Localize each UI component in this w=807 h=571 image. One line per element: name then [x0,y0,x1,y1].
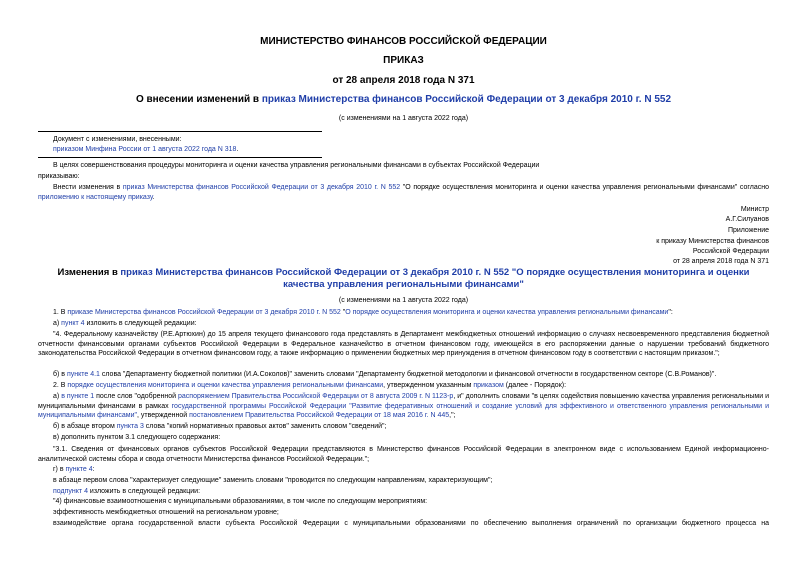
changes-revision: (с изменениями на 1 августа 2022 года) [338,297,469,304]
appendix-line3: Российской Федерации [692,248,769,255]
item-2g-link[interactable]: пункте 4 [65,466,93,473]
item-1-link2[interactable]: О порядке осуществления мониторинга и оценки качества управления региональными финансами [345,309,669,316]
item-2a-link1[interactable]: в пункте 1 [61,393,95,400]
appendix-line1: Приложение [727,227,769,234]
interaction-line: взаимодействие органа государственной власти субъекта Российской Федерации с муниципальными образованиями по обеспечению выполнения ограничений по организации бюджетного процесса на [53,520,769,527]
changes-title-link[interactable]: приказ Министерства финансов Российской Федерации от 3 декабря 2010 г. N 552 "О порядке осуществления мониторинга и оценки качества управления региональными финансами" [120,267,750,290]
quote-item-3-1: "3.1. Сведения от финансовых органов субъектов Российской Федерации представляются в Министерство финансов Российской Федерации в электронном виде с использованием Единой информационно-аналитической системы сбора и свода отчетности Министерства финансов Российской Федерации."; [38,446,769,463]
item-2b: б) в абзаце втором пункта 3 слова "копий нормативных правовых актов" заменить словом "сведений"; [53,423,387,430]
item-1-link1[interactable]: приказе Министерства финансов Российской Федерации от 3 декабря 2010 г. N 552 [67,309,341,316]
item-2b-link[interactable]: пункта 3 [116,423,144,430]
preamble-line2: приказываю: [38,173,80,180]
changes-line: приказом Минфина России от 1 августа 2022 года N 318. [53,146,239,153]
changes-label: Документ с изменениями, внесенными: [53,136,182,143]
item-1a: а) пункт 4 изложить в следующей редакции: [53,320,197,327]
item-2-link1[interactable]: порядке осуществления мониторинга и оценки качества управления региональными финансами [67,382,384,389]
item-2a: а) в пункте 1 после слов "одобренной распоряжением Правительства Российской Федерации от 8 августа 2009 г. N 1123-р, и" дополнить словами "в целях содействия повышению качества управления региональными и муниципальными финансами в рамках государственной программы Российской Федерации "Развитие федеративных отношений и создание условий для эффективного и ответственного управления региональными и муниципальными финансами", утвержденной постановлением Правительства Российской Федерации от 18 мая 2016 г. N 445,"; [38,393,770,419]
efficiency-line: эффективность межбюджетных отношений на региональном уровне; [53,509,279,516]
appendix-line4: от 28 апреля 2018 года N 371 [673,258,769,265]
item-2-link2[interactable]: приказом [473,382,504,389]
revision-note: (с изменениями на 1 августа 2022 года) [338,115,469,122]
item-2a-link3[interactable]: государственной программы Российской Федерации "Развитие федеративных отношений и создание условий для эффективного и ответственного управления региональными и муниципальными финансами" [38,402,769,419]
item-1: 1. В приказе Министерства финансов Российской Федерации от 3 декабря 2010 г. N 552 "О порядке осуществления мониторинга и оценки качества управления региональными финансами": [53,309,673,316]
item-2: 2. В порядке осуществления мониторинга и оценки качества управления региональными финансами, утвержденном указанным приказом (далее - Порядок): [53,382,567,389]
signature-position: Министр [740,206,769,213]
doc-type-heading: ПРИКАЗ [383,55,424,66]
changes-link[interactable]: приказом Минфина России от 1 августа 2022 года N 318 [53,146,237,153]
preamble-line1: В целях совершенствования процедуры мониторинга и оценки качества управления региональными финансами в субъектах Российской Федерации [53,162,540,169]
quote-subitem-4: "4) финансовые взаимоотношения с муниципальными образованиями, в том числе по следующим мероприятиям: [53,498,428,505]
appendix-link[interactable]: приложению к настоящему приказу [38,193,153,201]
item-2a-link4[interactable]: постановлением Правительства Российской Федерации от 18 мая 2016 г. N 445 [189,412,450,419]
item-2v: в) дополнить пунктом 3.1 следующего содержания: [53,434,221,441]
divider-top [38,131,322,132]
document-title [0,94,807,105]
signature-name: А.Г.Силуанов [725,216,769,223]
item-2g: г) в пункте 4: [53,466,95,473]
ministry-heading: МИНИСТЕРСТВО ФИНАНСОВ РОССИЙСКОЙ ФЕДЕРАЦИИ [260,36,547,47]
order-link[interactable]: приказ Министерства финансов Российской Федерации от 3 декабря 2010 г. N 552 [122,184,401,191]
divider-bottom [38,157,322,158]
paragraph-first: в абзаце первом слова "характеризует следующие" заменить словами "проводится по следующим направлениям, характеризующим"; [53,477,493,484]
title-prefix: О внесении изменений в [135,94,262,105]
title-link[interactable]: приказ Министерства финансов Российской Федерации от 3 декабря 2010 г. N 552 [261,94,672,105]
item-1a-link[interactable]: пункт 4 [61,320,85,327]
changes-title: Изменения в приказ Министерства финансов Российской Федерации от 3 декабря 2010 г. N 552 "О порядке осуществления мониторинга и оценки качества управления региональными финансами" [57,267,750,290]
item-2a-link2[interactable]: распоряжением Правительства Российской Федерации от 8 августа 2009 г. N 1123-р [178,393,454,400]
quote-item-4: "4. Федеральному казначейству (Р.Е.Артюхин) до 15 апреля текущего финансового года представлять в Департамент межбюджетных отношений информацию о случаях несвоевременного представления бюджетной отчетности финансовыми органами субъектов Российской Федерации в Федеральное казначейство в отчетном финансовом году, имеющейся в его распоряжении данные о нарушении требований бюджетного законодательства Российской Федерации в отчетном финансовом году, а также информацию о применении бюджетных мер принуждения в отчетном финансовом году в соответствии с настоящим приказом."; [38,331,769,357]
item-1b: б) в пункте 4.1 слова "Департаменту бюджетной политики (И.А.Соколов)" заменить словами "Департаменту бюджетной методологии и финансовой отчетности в государственном секторе (С.В.Романов)". [53,371,717,378]
date-number: от 28 апреля 2018 года N 371 [332,75,475,86]
preamble-paragraph: Внести изменения в приказ Министерства финансов Российской Федерации от 3 декабря 2010 г. N 552 "О порядке осуществления мониторинга и оценки качества управления региональными финансами" согласно приложению к настоящему приказу. [38,184,769,201]
item-1b-link[interactable]: пункте 4.1 [66,371,100,378]
subitem-4-link[interactable]: подпункт 4 [53,488,88,495]
subitem-4: подпункт 4 изложить в следующей редакции: [53,488,201,495]
appendix-line2: к приказу Министерства финансов [656,238,769,245]
